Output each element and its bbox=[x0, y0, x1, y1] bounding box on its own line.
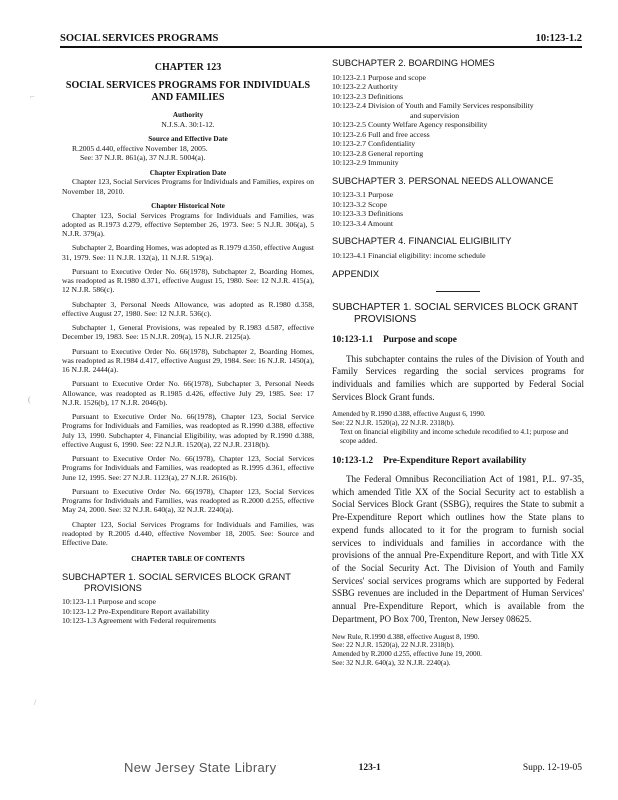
section-1-1-note: Amended by R.1990 d.388, effective August 6, 1990. bbox=[332, 410, 486, 419]
toc-subchapter-3-heading: SUBCHAPTER 3. PERSONAL NEEDS ALLOWANCE bbox=[332, 175, 554, 186]
toc-subchapter-4-heading: SUBCHAPTER 4. FINANCIAL ELIGIBILITY bbox=[332, 236, 512, 247]
history-note: Chapter 123, Social Services Programs for Individuals and Families, was readopted by R.2005 d.440, effective November 18, 2005. See: Source and Effective Date. bbox=[62, 519, 314, 548]
toc-item: 10:123-2.8 General reporting bbox=[332, 148, 424, 158]
toc-item: 10:123-2.9 Immunity bbox=[332, 158, 399, 168]
history-note: Pursuant to Executive Order No. 66(1978), Chapter 123, Social Service Programs for Individuals and Families, was readopted as R.1990 d.388, effective July 13, 1990. Subchapter 4, Financial Eligibility, was adopted by R.1990 d.388, effective August 6, 1990. See: 22 N.J.R. 1520(a), 22 N.J.R. 2318(b). bbox=[62, 412, 314, 449]
toc-item: 10:123-1.1 Purpose and scope bbox=[62, 597, 156, 607]
page-footer bbox=[60, 760, 582, 775]
toc-item: 10:123-3.2 Scope bbox=[332, 199, 388, 209]
expiration-text: Chapter 123, Social Services Programs for Individuals and Families, expires on November 18, 2010. bbox=[62, 177, 314, 196]
toc-label: CHAPTER TABLE OF CONTENTS bbox=[131, 555, 245, 564]
toc-subchapter-2-list bbox=[332, 73, 584, 168]
history-note: Chapter 123, Social Services Programs for Individuals and Families, was adopted as R.1973 d.279, effective September 26, 1973. See: 5 N.J.R. 306(a), 5 N.J.R. 379(a). bbox=[62, 210, 314, 239]
section-1-1-body: This subchapter contains the rules of the Division of Youth and Family Services regarding the social services programs for individuals and families which are supported by Federal Social Services Block Grant funds. bbox=[332, 353, 584, 402]
toc-item: 10:123-4.1 Financial eligibility: income schedule bbox=[332, 251, 486, 261]
scan-mark: ( bbox=[28, 395, 31, 404]
subchapter-1-heading: SUBCHAPTER 1. SOCIAL SERVICES BLOCK GRANT PROVISIONS bbox=[332, 302, 579, 325]
history-label: Chapter Historical Note bbox=[151, 201, 225, 210]
toc-item: 10:123-2.7 Confidentiality bbox=[332, 139, 416, 149]
section-1-2-note: Amended by R.2000 d.255, effective June 19, 2000. bbox=[332, 650, 482, 659]
toc-item-continuation: and supervision bbox=[410, 110, 460, 120]
history-note: Pursuant to Executive Order No. 66(1978), Subchapter 2, Boarding Homes, was readopted as R.1984 d.417, effective August 29, 1984. See: 16 N.J.R. 1450(a), 16 N.J.R. 2444(a). bbox=[62, 346, 314, 375]
history-note: Pursuant to Executive Order No. 66(1978), Subchapter 2, Boarding Homes, was readopted as R.1980 d.371, effective August 15, 1980. See: 12 N.J.R. 415(a), 12 N.J.R. 586(c). bbox=[62, 266, 314, 295]
chapter-title: SOCIAL SERVICES PROGRAMS FOR INDIVIDUALS AND FAMILIES bbox=[65, 80, 311, 103]
source-label: Source and Effective Date bbox=[148, 135, 228, 144]
section-1-2-heading: 10:123-1.2 Pre-Expenditure Report availability bbox=[332, 455, 527, 466]
toc-item: 10:123-1.2 Pre-Expenditure Report availability bbox=[62, 606, 210, 616]
library-stamp: New Jersey State Library bbox=[124, 760, 277, 775]
running-header bbox=[60, 33, 582, 48]
section-1-1-heading: 10:123-1.1 Purpose and scope bbox=[332, 335, 457, 346]
toc-item: 10:123-2.3 Definitions bbox=[332, 91, 404, 101]
scan-mark: ⌐ bbox=[30, 92, 35, 101]
section-1-2-body: The Federal Omnibus Reconciliation Act of 1981, P.L. 97-35, which amended Title XX of the Social Security act to establish a Social Services Block Grant (SSBG), requires the State to submit a Pre-Expenditure Report which outlines how the State plans to expend funds allocated to it for the program to furnish social services to individuals and families in accordance with the provisions of the annual Pre-Expenditure Report, and with Title XX of the Social Security Act. The Division of Youth and Family Services' social services programs which are supported by Federal SSBG revenues are included in the Department of Human Services' annual Pre-Expenditure Report, which is available from the Department, PO Box 700, Trenton, New Jersey 08625. bbox=[332, 473, 584, 624]
toc-subchapter-1-list bbox=[62, 597, 314, 626]
history-note: Subchapter 3, Personal Needs Allowance, was adopted as R.1980 d.358, effective August 27, 1980. See: 12 N.J.R. 536(c). bbox=[62, 299, 314, 318]
toc-subchapter-2-heading: SUBCHAPTER 2. BOARDING HOMES bbox=[332, 58, 495, 68]
toc-item: 10:123-2.4 Division of Youth and Family Services responsibility bbox=[332, 101, 534, 111]
section-1-2-note: See: 32 N.J.R. 640(a), 32 N.J.R. 2240(a). bbox=[332, 658, 451, 667]
history-note: Pursuant to Executive Order No. 66(1978), Chapter 123, Social Services Programs for Individuals and Families, was readopted as R.2000 d.255, effective May 24, 2000. See: 32 N.J.R. 640(a), 32 N.J.R. 2240(a). bbox=[62, 486, 314, 515]
scan-mark: / bbox=[34, 698, 37, 707]
toc-subchapter-1-heading: SUBCHAPTER 1. SOCIAL SERVICES BLOCK GRANT PROVISIONS bbox=[62, 572, 291, 593]
source-line-1: R.2005 d.440, effective November 18, 2005. bbox=[72, 144, 208, 153]
toc-item: 10:123-3.3 Definitions bbox=[332, 209, 404, 219]
right-column bbox=[332, 56, 584, 668]
toc-item: 10:123-2.5 County Welfare Agency responsibility bbox=[332, 120, 488, 130]
section-1-1-note: See: 22 N.J.R. 1520(a), 22 N.J.R. 2318(b). bbox=[332, 419, 455, 428]
left-column bbox=[62, 56, 314, 626]
section-1-1-note: Text on financial eligibility and income schedule recodified to 4.1; purpose and scope added. bbox=[340, 428, 569, 445]
authority-label: Authority bbox=[172, 111, 204, 120]
section-divider bbox=[436, 291, 480, 292]
history-note: Subchapter 1, General Provisions, was repealed by R.1983 d.587, effective December 19, 1983. See: 15 N.J.R. 209(a), 15 N.J.R. 2125(a). bbox=[62, 323, 314, 342]
toc-item: 10:123-3.1 Purpose bbox=[332, 190, 394, 200]
history-note: Pursuant to Executive Order No. 66(1978), Subchapter 3, Personal Needs Allowance, was readopted as R.1985 d.426, effective July 29, 1985. See: 17 N.J.R. 1526(b), 17 N.J.R. 2046(b). bbox=[62, 379, 314, 407]
toc-item: 10:123-1.3 Agreement with Federal requirements bbox=[62, 616, 216, 626]
toc-item: 10:123-3.4 Amount bbox=[332, 218, 394, 228]
section-1-2-note: See: 22 N.J.R. 1520(a), 22 N.J.R. 2318(b). bbox=[332, 641, 455, 650]
toc-item: 10:123-2.1 Purpose and scope bbox=[332, 72, 426, 82]
history-note: Pursuant to Executive Order No. 66(1978), Chapter 123, Social Services Programs for Individuals and Families, was readopted as R.1995 d.361, effective June 12, 1995. See: 27 N.J.R. 1123(a), 27 N.J.R. 2616(b). bbox=[62, 454, 314, 482]
toc-subchapter-3-list bbox=[332, 190, 584, 228]
chapter-number: CHAPTER 123 bbox=[154, 62, 222, 73]
source-line-2: See: 37 N.J.R. 861(a), 37 N.J.R. 5004(a). bbox=[80, 153, 206, 163]
toc-item: 10:123-2.2 Authority bbox=[332, 82, 398, 92]
supplement-date: Supp. 12-19-05 bbox=[522, 762, 582, 773]
section-1-2-note: New Rule, R.1990 d.388, effective August 8, 1990. bbox=[332, 632, 480, 641]
authority-text: N.J.S.A. 30:1-12. bbox=[161, 119, 215, 129]
toc-item: 10:123-2.6 Full and free access bbox=[332, 129, 430, 139]
page-number: 123-1 bbox=[358, 762, 381, 773]
toc-subchapter-4-list bbox=[332, 251, 584, 261]
header-title: SOCIAL SERVICES PROGRAMS bbox=[60, 33, 219, 44]
header-section-number: 10:123-1.2 bbox=[535, 33, 582, 44]
history-note: Subchapter 2, Boarding Homes, was adopted as R.1979 d.350, effective August 31, 1979. See: 11 N.J.R. 132(a), 11 N.J.R. 519(a). bbox=[62, 243, 314, 262]
expiration-label: Chapter Expiration Date bbox=[149, 168, 227, 177]
toc-appendix: APPENDIX bbox=[332, 268, 380, 279]
